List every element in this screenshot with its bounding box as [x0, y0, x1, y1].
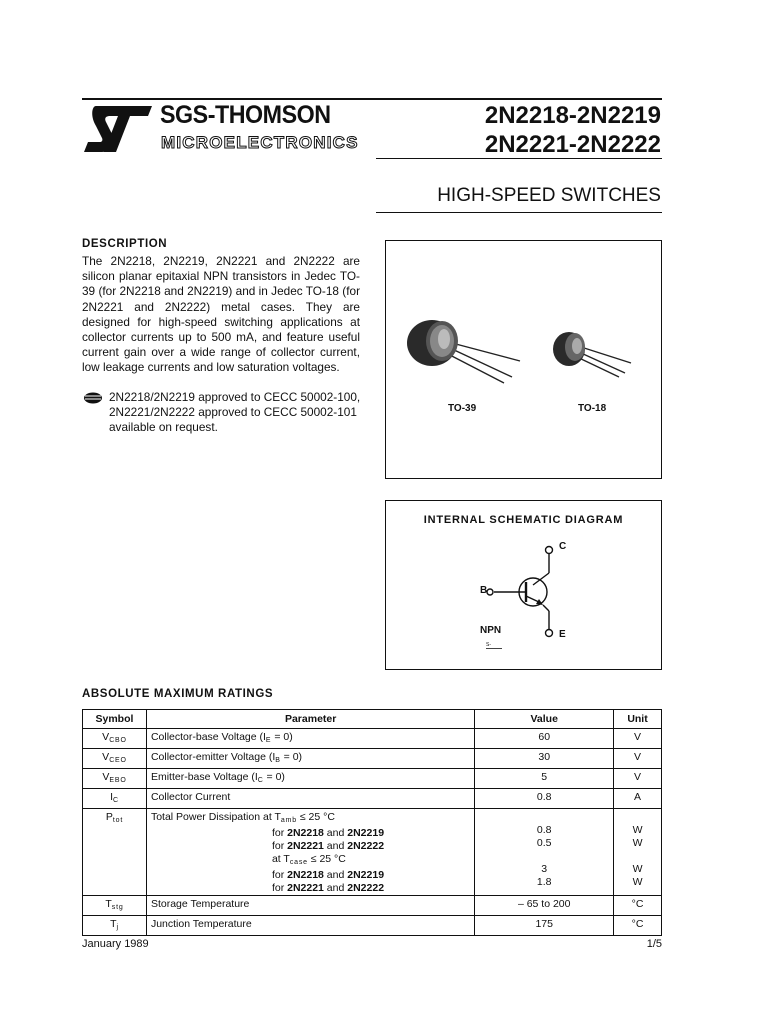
for-text: for [271, 869, 288, 881]
unit-cell: °C [614, 916, 662, 936]
part-number: 2N2221 [287, 840, 324, 852]
value-cell: 5 [475, 769, 614, 789]
param-text: Collector-base Voltage (I [150, 731, 266, 743]
symbol-sub: stg [111, 904, 124, 911]
parameter-cell [146, 809, 474, 896]
to39-package-icon [402, 313, 532, 387]
schematic-ref-code: S- [486, 642, 503, 648]
col-unit: Unit [614, 710, 662, 729]
ratings-table [82, 709, 662, 936]
and-text: and [323, 840, 348, 852]
value-cell [475, 809, 614, 896]
param-text-end: = 0) [263, 771, 285, 783]
symbol-cell [83, 789, 147, 809]
symbol-sub: C [113, 797, 119, 804]
part-number: 2N2221 [287, 882, 324, 894]
for-text: for [271, 840, 288, 852]
pin-e-label: E [559, 629, 566, 640]
and-text: and [323, 869, 348, 881]
for-text: for [271, 827, 288, 839]
part-numbers-line1: 2N2218-2N2219 [484, 102, 661, 129]
brand-subname: MICROELECTRONICS [161, 133, 359, 152]
param-sub: E [265, 737, 272, 744]
value-cell: – 65 to 200 [475, 896, 614, 916]
symbol-cell [83, 729, 147, 749]
part-number: 2N2222 [347, 840, 385, 852]
symbol-sub: tot [112, 817, 124, 824]
param-line [151, 840, 470, 853]
part-number: 2N2218 [287, 827, 324, 839]
unit-cell: A [614, 789, 662, 809]
description-body: The 2N2218, 2N2219, 2N2221 and 2N2222 are silicon planar epitaxial NPN transistors in Jedec TO-39 (for 2N2218 and 2N2219) and in Jedec TO-18 (for 2N2221 and 2N2222) metal cases. They are designed for high-speed switching applications at collector currents up to 500 mA, and feature useful current gain over a wide range of collector current, low leakage currents and low saturation voltages. [82, 254, 360, 375]
parameter-cell [146, 749, 474, 769]
parameter-cell: Collector Current [146, 789, 474, 809]
symbol-sub: CBO [109, 737, 127, 744]
table-row [83, 809, 662, 896]
symbol-main: P [105, 811, 113, 823]
value-cell: 60 [475, 729, 614, 749]
symbol-cell [83, 749, 147, 769]
unit-line: W [632, 837, 643, 849]
symbol-main: I [110, 791, 113, 803]
param-text-end: ≤ 25 °C [307, 853, 346, 865]
table-row [83, 789, 662, 809]
value-line: 3 [541, 863, 548, 875]
npn-type-label: NPN [480, 625, 502, 636]
to18-label: TO-18 [578, 403, 607, 414]
top-rule [82, 98, 662, 100]
parameter-cell [146, 729, 474, 749]
symbol-cell [83, 769, 147, 789]
symbol-sub: CEO [109, 757, 127, 764]
schematic-title: INTERNAL SCHEMATIC DIAGRAM [423, 514, 624, 526]
to18-package-icon [551, 327, 651, 381]
ratings-heading: ABSOLUTE MAXIMUM RATINGS [82, 688, 274, 700]
param-text: Emitter-base Voltage (I [150, 771, 258, 783]
symbol-main: V [102, 731, 110, 743]
part-number: 2N2219 [347, 869, 385, 881]
table-row [83, 896, 662, 916]
unit-line: W [632, 863, 643, 875]
unit-line: W [632, 824, 643, 836]
unit-cell: V [614, 749, 662, 769]
parameter-cell: Junction Temperature [146, 916, 474, 936]
package-figure-box [385, 240, 662, 479]
part-number: 2N2222 [347, 882, 385, 894]
unit-cell: V [614, 729, 662, 749]
param-line [151, 853, 470, 869]
param-sub: B [275, 757, 281, 764]
value-line: 0.5 [536, 837, 552, 849]
param-line [151, 869, 470, 882]
unit-cell: °C [614, 896, 662, 916]
symbol-sub: EBO [109, 777, 127, 784]
param-text-end: = 0) [271, 731, 293, 743]
value-cell: 0.8 [475, 789, 614, 809]
col-symbol: Symbol [83, 710, 147, 729]
table-row [83, 769, 662, 789]
col-value: Value [475, 710, 614, 729]
symbol-main: T [105, 898, 112, 910]
symbol-main: T [110, 918, 117, 930]
page-subtitle: HIGH-SPEED SWITCHES [437, 185, 661, 206]
symbol-sub: j [116, 924, 119, 931]
value-line: 1.8 [536, 876, 552, 888]
part-number: 2N2218 [287, 869, 324, 881]
description-heading: DESCRIPTION [82, 238, 168, 250]
schematic-box [385, 500, 662, 670]
col-parameter: Parameter [146, 710, 474, 729]
unit-cell [614, 809, 662, 896]
unit-line: W [632, 876, 643, 888]
param-text: Total Power Dissipation at T [150, 811, 281, 823]
param-sub: C [257, 777, 264, 784]
footer-page-number: 1/5 [646, 938, 662, 950]
subtitle-rule [376, 212, 662, 213]
parameter-cell [146, 769, 474, 789]
approval-text: 2N2218/2N2219 approved to CECC 50002-100, 2N2221/2N2222 approved to CECC 50002-101 available on request. [109, 390, 361, 435]
to39-label: TO-39 [448, 403, 477, 414]
symbol-main: V [102, 771, 110, 783]
for-text: for [271, 882, 288, 894]
pin-b-label: B [480, 585, 488, 596]
and-text: and [323, 882, 348, 894]
param-text: Collector-emitter Voltage (I [150, 751, 276, 763]
param-line [151, 827, 470, 840]
unit-cell: V [614, 769, 662, 789]
brand-name: SGS-THOMSON [160, 101, 331, 129]
approval-bullet-icon [83, 392, 103, 404]
param-sub: amb [280, 817, 297, 824]
table-row [83, 916, 662, 936]
param-text: at T [271, 853, 290, 865]
parameter-cell: Storage Temperature [146, 896, 474, 916]
param-text-end: ≤ 25 °C [296, 811, 335, 823]
table-row [83, 749, 662, 769]
part-number: 2N2219 [347, 827, 385, 839]
pin-c-label: C [559, 541, 567, 552]
param-sub: case [289, 859, 308, 866]
value-cell: 30 [475, 749, 614, 769]
table-row [83, 729, 662, 749]
st-logo-icon [82, 104, 154, 154]
part-numbers-line2: 2N2221-2N2222 [484, 131, 661, 158]
value-line: 0.8 [536, 824, 552, 836]
symbol-main: V [102, 751, 110, 763]
value-cell: 175 [475, 916, 614, 936]
symbol-cell [83, 916, 147, 936]
and-text: and [323, 827, 348, 839]
param-text-end: = 0) [280, 751, 303, 763]
symbol-cell [83, 896, 147, 916]
param-line [151, 882, 470, 895]
param-line [151, 811, 470, 827]
symbol-cell [83, 809, 147, 896]
footer-date: January 1989 [82, 938, 149, 950]
table-header-row [83, 710, 662, 729]
part-numbers [455, 101, 661, 159]
